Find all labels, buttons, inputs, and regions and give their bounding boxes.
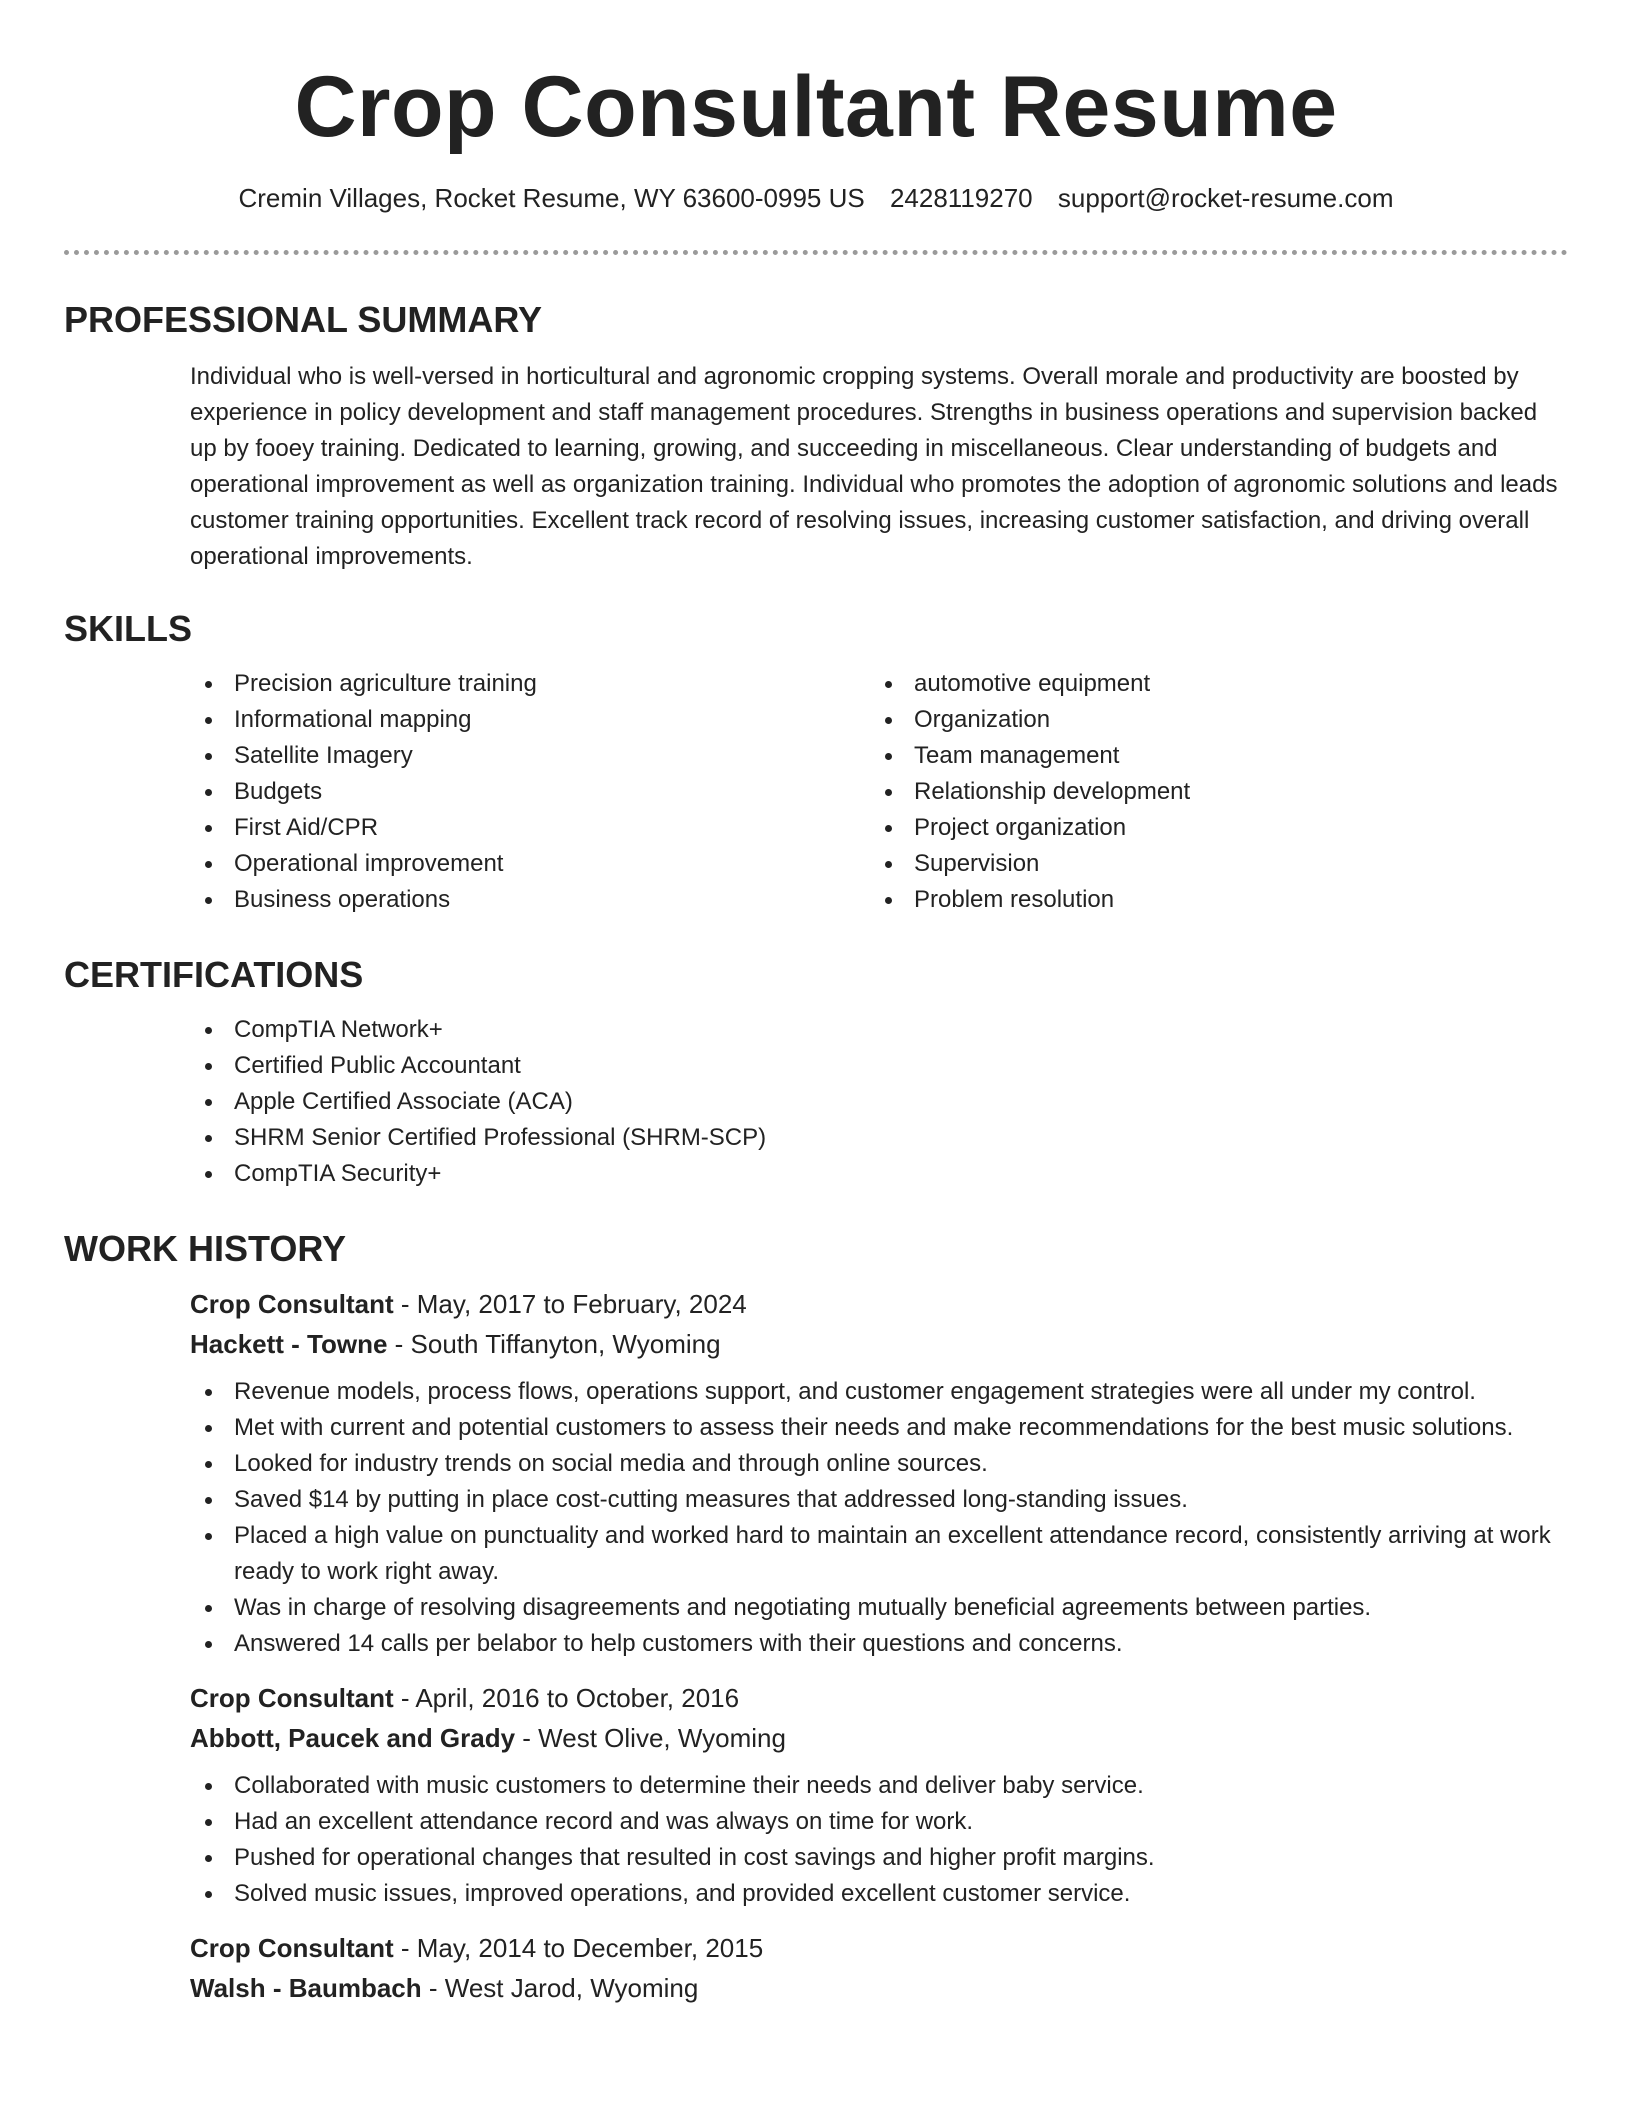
job-title: Crop Consultant [190,1933,394,1963]
list-item: Pushed for operational changes that resulted in cost savings and higher profit margins. [190,1840,1568,1876]
list-item: Project organization [870,810,1550,846]
list-item: Placed a high value on punctuality and worked hard to maintain an excellent attendance record, consistently arriving at work ready to work right away. [190,1518,1568,1590]
list-item: Apple Certified Associate (ACA) [190,1084,1568,1120]
work-history-heading: WORK HISTORY [64,1228,347,1269]
list-item: Answered 14 calls per belabor to help customers with their questions and concerns. [190,1626,1568,1662]
list-item: SHRM Senior Certified Professional (SHRM-SCP) [190,1120,1568,1156]
work-history-section [64,1224,1568,2008]
skills-list-right [870,666,1550,918]
list-item: Looked for industry trends on social media and through online sources. [190,1446,1568,1482]
job-title: Crop Consultant [190,1289,394,1319]
list-item: Precision agriculture training [190,666,870,702]
skills-list-left [190,666,870,918]
list-item: Had an excellent attendance record and was always on time for work. [190,1804,1568,1840]
summary-text: Individual who is well-versed in horticultural and agronomic cropping systems. Overall morale and productivity are boosted by experience in policy development and staff management procedures. Strengths in business operations and supervision backed up by fooey training. Dedicated to learning, growing, and succeeding in miscellaneous. Clear understanding of budgets and operational improvement as well as organization training. Individual who promotes the adoption of agronomic solutions and leads customer training opportunities. Excellent track record of resolving issues, increasing customer satisfaction, and driving overall operational improvements. [190,363,1558,570]
job-location: - West Jarod, Wyoming [421,1973,699,2003]
job-entry [190,1928,1568,2008]
list-item: Saved $14 by putting in place cost-cutting measures that addressed long-standing issues. [190,1482,1568,1518]
list-item: Team management [870,738,1550,774]
certifications-section [64,950,1568,1192]
job-entry [190,1678,1568,1912]
resume-title: Crop Consultant Resume [294,59,1338,155]
job-title-line [190,1678,1568,1718]
skills-columns [190,666,1568,918]
job-company-line [190,1324,1568,1364]
job-location: - South Tiffanyton, Wyoming [387,1329,721,1359]
certifications-heading: CERTIFICATIONS [64,954,364,995]
job-title: Crop Consultant [190,1683,394,1713]
job-company: Walsh - Baumbach [190,1973,422,2003]
job-entry [190,1284,1568,1662]
job-company: Abbott, Paucek and Grady [190,1723,516,1753]
certifications-list [190,1012,1568,1192]
contact-line [0,178,1632,218]
job-company: Hackett - Towne [190,1329,388,1359]
job-location: - West Olive, Wyoming [515,1723,786,1753]
list-item: Organization [870,702,1550,738]
list-item: First Aid/CPR [190,810,870,846]
summary-section [64,295,1568,575]
list-item: Informational mapping [190,702,870,738]
list-item: Collaborated with music customers to determine their needs and deliver baby service. [190,1768,1568,1804]
job-title-line [190,1928,1568,1968]
job-dates: - May, 2014 to December, 2015 [393,1933,764,1963]
contact-phone: 2428119270 [889,183,1033,213]
job-company-line [190,1968,1568,2008]
contact-address: Cremin Villages, Rocket Resume, WY 63600-0995 US [238,183,865,213]
job-dates: - April, 2016 to October, 2016 [393,1683,740,1713]
list-item: Solved music issues, improved operations, and provided excellent customer service. [190,1876,1568,1912]
skills-heading: SKILLS [64,608,193,649]
job-bullets [190,1768,1568,1912]
list-item: Was in charge of resolving disagreements and negotiating mutually beneficial agreements between parties. [190,1590,1568,1626]
list-item: Business operations [190,882,870,918]
contact-email: support@rocket-resume.com [1057,183,1394,213]
list-item: Budgets [190,774,870,810]
job-bullets [190,1374,1568,1662]
list-item: CompTIA Security+ [190,1156,1568,1192]
job-dates: - May, 2017 to February, 2024 [393,1289,747,1319]
list-item: automotive equipment [870,666,1550,702]
list-item: Supervision [870,846,1550,882]
summary-heading: PROFESSIONAL SUMMARY [64,299,543,340]
list-item: Met with current and potential customers to assess their needs and make recommendations for the best music solutions. [190,1410,1568,1446]
list-item: Certified Public Accountant [190,1048,1568,1084]
job-title-line [190,1284,1568,1324]
list-item: Relationship development [870,774,1550,810]
header-divider [64,250,1568,255]
skills-section [64,604,1568,918]
list-item: Satellite Imagery [190,738,870,774]
list-item: CompTIA Network+ [190,1012,1568,1048]
list-item: Problem resolution [870,882,1550,918]
list-item: Revenue models, process flows, operations support, and customer engagement strategies were all under my control. [190,1374,1568,1410]
list-item: Operational improvement [190,846,870,882]
job-company-line [190,1718,1568,1758]
